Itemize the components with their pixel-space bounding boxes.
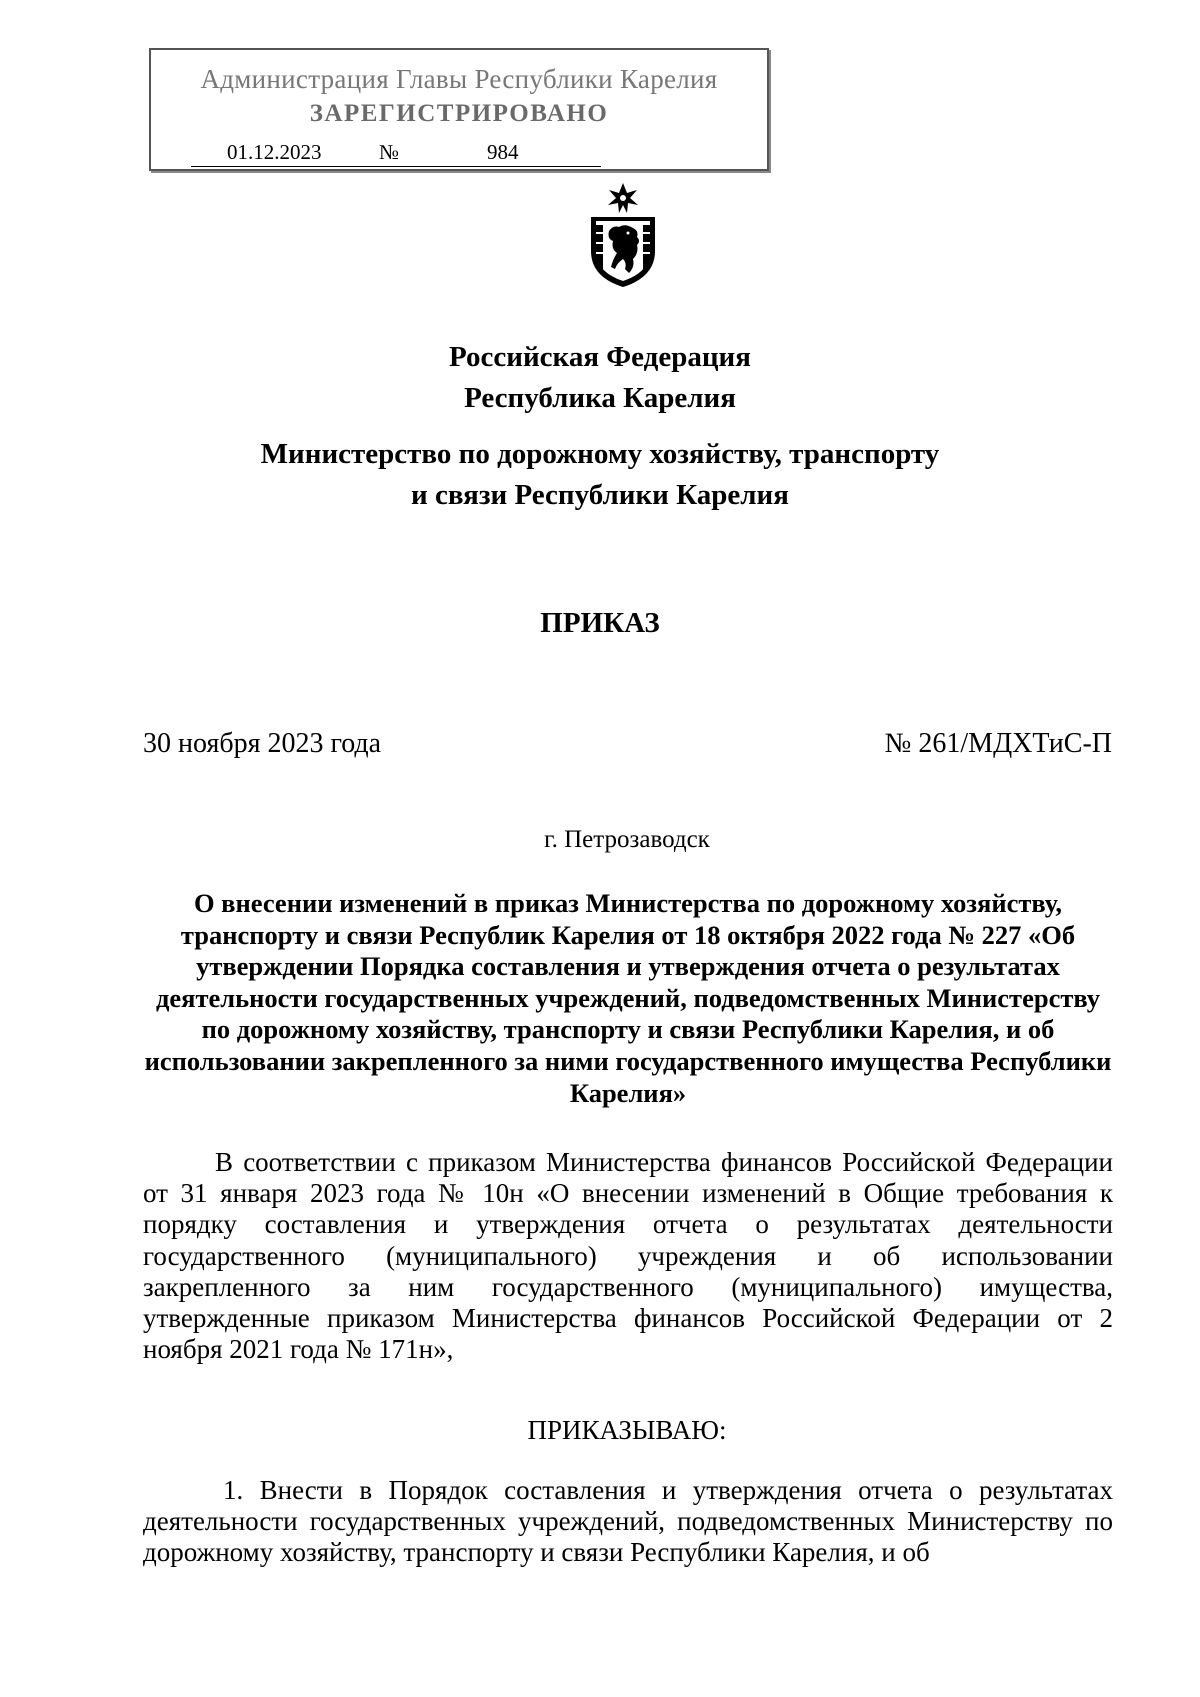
order-city: г. Петрозаводск [544, 826, 710, 853]
doc-type-title: ПРИКАЗ [540, 607, 660, 639]
header-ministry-line1: Министерство по дорожному хозяйству, транспорту [260, 438, 940, 470]
stamp-number-sign: № [379, 140, 400, 164]
coat-of-arms-karelia-icon [583, 181, 663, 289]
header-ministry-line2: и связи Республики Карелия [411, 479, 789, 511]
registration-stamp [149, 48, 769, 171]
header-region: Республика Карелия [464, 382, 736, 414]
order-word: ПРИКАЗЫВАЮ: [527, 1415, 727, 1445]
order-date: 30 ноября 2023 года [143, 728, 382, 759]
preamble-paragraph: В соответствии с приказом Министерства финансов Российской Федерации от 31 января 2023 года № 10н «О внесении изменений в Общие требования к порядку составления и утверждения отчета о результатах деятельности государственного (муниципального) учреждения и об использовании закрепленного за ним государственного (муниципального) имущества, утвержденные приказом Министерства финансов Российской Федерации от 2 ноября 2021 года № 171н», [143, 1147, 1113, 1365]
stamp-status: ЗАРЕГИСТРИРОВАНО [309, 100, 609, 127]
order-number: № 261/МДХТиС-П [884, 728, 1112, 759]
stamp-date: 01.12.2023 [227, 140, 322, 164]
stamp-authority: Администрация Главы Республики Карелия [200, 64, 718, 94]
stamp-number: 984 [487, 140, 519, 164]
stamp-registration-line [191, 138, 601, 167]
order-title: О внесении изменений в приказ Министерства по дорожному хозяйству, транспорту и связи Республик Карелия от 18 октября 2022 года № 227 «Об утверждении Порядка составления и утверждения отчета о результатах деятельности государственных учреждений, подведомственных Министерству по дорожному хозяйству, транспорту и связи Республики Карелия, и об использовании закрепленного за ними государственного имущества Республики Карелия» [144, 888, 1112, 1108]
header-country: Российская Федерация [449, 341, 751, 373]
item-1-paragraph: 1. Внести в Порядок составления и утверждения отчета о результатах деятельности государственных учреждений, подведомственных Министерству по дорожному хозяйству, транспорту и связи Республики Карелия, и об [143, 1475, 1113, 1568]
